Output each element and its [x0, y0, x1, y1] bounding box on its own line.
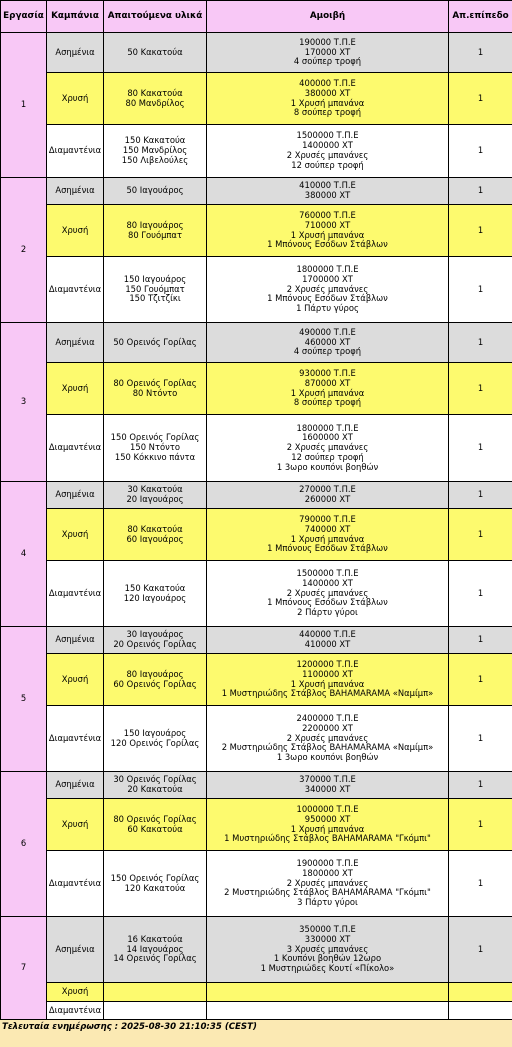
reward-cell-line: 1 Μυστηριώδης Στάβλος BAHAMARAMA «Ναμίμπ» [221, 688, 434, 699]
header-campaign: Καμπάνια [47, 1, 104, 33]
reward-cell [207, 482, 449, 509]
reward-cell-line: 3 Χρυσές μπανάνες [286, 943, 369, 954]
table-row [1, 482, 512, 509]
campaign-cell: Διαμαντένια [47, 125, 104, 178]
task-number: 3 [1, 323, 47, 482]
task-number: 2 [1, 178, 47, 323]
reward-cell [207, 257, 449, 323]
reward-cell [207, 509, 449, 561]
level-cell: 1 [449, 257, 512, 323]
reward-cell [207, 851, 449, 917]
reward-cell-line: 950000 ΧΤ [304, 813, 351, 824]
table-row [1, 561, 512, 627]
level-cell: 1 [449, 363, 512, 415]
materials-cell [104, 627, 207, 654]
reward-cell-line: 1 Χρυσή μπανάνα [290, 533, 365, 544]
materials-cell [104, 851, 207, 917]
materials-cell [104, 772, 207, 799]
reward-cell-line: 270000 Τ.Π.Ε [299, 484, 356, 495]
campaign-cell: Διαμαντένια [47, 257, 104, 323]
table-row [1, 917, 512, 983]
table-row [1, 1002, 512, 1020]
materials-cell [104, 415, 207, 482]
reward-cell-line: 1 Μπόνους Εσόδων Στάβλων [267, 239, 388, 250]
campaign-cell: Διαμαντένια [47, 1002, 104, 1020]
materials-cell-line: 80 Γουόμπατ [127, 229, 182, 240]
campaign-cell: Χρυσή [47, 983, 104, 1002]
reward-cell-line: 2 Χρυσές μπανάνες [286, 587, 369, 598]
campaign-cell: Διαμαντένια [47, 561, 104, 627]
task-number: 4 [1, 482, 47, 627]
reward-cell-line: 380000 ΧΤ [304, 190, 351, 200]
level-cell [449, 1002, 512, 1020]
reward-cell-line: 1400000 ΧΤ [302, 577, 353, 588]
reward-cell-line: 8 σούπερ τροφή [293, 107, 362, 118]
reward-cell-line: 1 Μυστηριώδης Στάβλος BAHAMARAMA "Γκόμπι" [224, 833, 431, 844]
campaign-cell: Ασημένια [47, 917, 104, 983]
level-cell: 1 [449, 33, 512, 73]
level-cell: 1 [449, 205, 512, 257]
materials-cell-line: 14 Ιαγουάρος [126, 943, 184, 954]
materials-cell [104, 33, 207, 73]
level-cell: 1 [449, 482, 512, 509]
reward-cell-line: 410000 ΧΤ [304, 639, 351, 649]
materials-cell-line: 20 Ιαγουάρος [126, 494, 184, 504]
reward-cell [207, 1002, 449, 1020]
reward-cell-line: 1 Χρυσή μπανάνα [290, 387, 365, 398]
last-updated-footer: Τελευταία ενημέρωσης : 2025-08-30 21:10:35 (CEST) [2, 1022, 257, 1032]
reward-cell-line: 8 σούπερ τροφή [293, 397, 362, 408]
reward-cell-line: 1 3ωρο κουπόνι βοηθών [276, 461, 379, 472]
materials-cell-line: 150 Ιαγουάρος [123, 727, 187, 738]
materials-cell [104, 125, 207, 178]
reward-cell-line: 2 Μυστηριώδης Στάβλος BAHAMARAMA "Γκόμπι" [224, 887, 431, 898]
materials-cell-line: 150 Ντόντο [130, 442, 180, 453]
level-cell: 1 [449, 851, 512, 917]
level-cell: 1 [449, 509, 512, 561]
materials-cell [104, 654, 207, 706]
reward-cell-line: 1000000 Τ.Π.Ε [296, 803, 359, 814]
reward-cell-line: 1 Κουπόνι βοηθών 12ωρο [273, 953, 382, 964]
campaign-cell: Χρυσή [47, 654, 104, 706]
materials-cell-line: 150 Ορεινός Γορίλας [110, 432, 200, 443]
header-reward: Αμοιβή [207, 1, 449, 33]
reward-cell-line: 4 σούπερ τροφή [293, 56, 362, 67]
materials-cell-line: 20 Κακατούα [127, 784, 183, 794]
materials-cell-line: 150 Μανδρίλος [122, 145, 188, 156]
reward-cell-line: 790000 Τ.Π.Ε [299, 513, 356, 524]
reward-cell [207, 415, 449, 482]
header-level: Απ.επίπεδο [449, 1, 512, 33]
materials-cell [104, 257, 207, 323]
materials-cell [104, 706, 207, 772]
campaign-cell: Ασημένια [47, 772, 104, 799]
reward-cell-line: 400000 Τ.Π.Ε [299, 77, 356, 88]
reward-cell [207, 627, 449, 654]
reward-cell-line: 1800000 Τ.Π.Ε [296, 264, 359, 274]
level-cell: 1 [449, 415, 512, 482]
reward-cell-line: 1800000 Τ.Π.Ε [296, 422, 359, 433]
reward-cell [207, 125, 449, 178]
level-cell: 1 [449, 178, 512, 205]
reward-cell [207, 363, 449, 415]
campaign-cell: Χρυσή [47, 205, 104, 257]
level-cell [449, 983, 512, 1002]
reward-cell-line: 1500000 Τ.Π.Ε [296, 130, 359, 141]
reward-cell-line: 2 Χρυσές μπανάνες [286, 283, 369, 294]
reward-cell-line: 1 Χρυσή μπανάνα [290, 678, 365, 689]
materials-cell-line: 60 Ορεινός Γορίλας [113, 678, 197, 689]
reward-cell-line: 12 σούπερ τροφή [291, 451, 364, 462]
campaign-cell: Χρυσή [47, 509, 104, 561]
reward-cell-line: 740000 ΧΤ [304, 523, 351, 534]
materials-cell-line: 30 Κακατούα [127, 484, 183, 495]
reward-cell-line: 2200000 ΧΤ [302, 722, 353, 733]
level-cell: 1 [449, 799, 512, 851]
campaign-cell: Χρυσή [47, 363, 104, 415]
materials-cell-line: 50 Ιαγουάρος [126, 185, 184, 196]
table-row [1, 627, 512, 654]
table-body [1, 33, 512, 1020]
materials-cell-line: 20 Ορεινός Γορίλας [113, 639, 197, 649]
header-row [1, 1, 512, 33]
reward-cell-line: 870000 ΧΤ [304, 377, 351, 388]
level-cell: 1 [449, 73, 512, 125]
table-row [1, 178, 512, 205]
materials-cell [104, 983, 207, 1002]
header-materials: Απαιτούμενα υλικά [104, 1, 207, 33]
reward-cell-line: 3 Πάρτυ γύροι [297, 897, 358, 908]
reward-cell-line: 12 σούπερ τροφή [291, 159, 364, 170]
reward-cell [207, 73, 449, 125]
level-cell: 1 [449, 561, 512, 627]
materials-cell-line: 60 Ιαγουάρος [126, 533, 184, 544]
reward-cell-line: 370000 Τ.Π.Ε [299, 774, 356, 785]
reward-cell-line: 2 Χρυσές μπανάνες [286, 732, 369, 743]
table-row [1, 509, 512, 561]
materials-cell-line: 120 Ορεινός Γορίλας [110, 737, 200, 748]
reward-cell-line: 1900000 Τ.Π.Ε [296, 858, 359, 868]
reward-cell-line: 1800000 ΧΤ [302, 867, 353, 878]
materials-cell-line: 150 Κακατούα [124, 582, 186, 593]
table-row [1, 706, 512, 772]
materials-cell-line: 80 Ιαγουάρος [126, 219, 184, 230]
level-cell: 1 [449, 772, 512, 799]
table-row [1, 125, 512, 178]
reward-cell [207, 772, 449, 799]
materials-cell-line: 150 Κόκκινο πάντα [114, 451, 196, 462]
reward-cell-line: 410000 Τ.Π.Ε [299, 180, 356, 191]
materials-cell-line: 80 Ορεινός Γορίλας [113, 813, 197, 824]
materials-cell [104, 323, 207, 363]
reward-cell-line: 1100000 ΧΤ [302, 668, 353, 679]
materials-cell [104, 73, 207, 125]
reward-cell-line: 1 Χρυσή μπανάνα [290, 823, 365, 834]
reward-cell-line: 170000 ΧΤ [304, 46, 351, 57]
reward-cell-line: 260000 ΧΤ [304, 494, 351, 504]
table-row [1, 205, 512, 257]
materials-cell [104, 482, 207, 509]
materials-cell-line: 150 Λιβελούλες [121, 154, 189, 165]
materials-cell-line: 80 Μανδρίλος [125, 97, 185, 108]
table-row [1, 415, 512, 482]
materials-cell [104, 205, 207, 257]
reward-cell-line: 350000 Τ.Π.Ε [299, 924, 356, 934]
campaign-cell: Χρυσή [47, 73, 104, 125]
reward-cell-line: 380000 ΧΤ [304, 87, 351, 98]
campaign-cell: Διαμαντένια [47, 706, 104, 772]
reward-cell [207, 799, 449, 851]
materials-cell [104, 363, 207, 415]
reward-cell-line: 440000 Τ.Π.Ε [299, 629, 356, 640]
reward-cell-line: 1700000 ΧΤ [302, 273, 353, 284]
level-cell: 1 [449, 706, 512, 772]
materials-cell-line: 150 Τζιτζίκι [129, 293, 181, 304]
table-row [1, 323, 512, 363]
materials-cell-line: 30 Ιαγουάρος [126, 629, 184, 640]
table-row [1, 983, 512, 1002]
table-row [1, 257, 512, 323]
table-row [1, 772, 512, 799]
reward-cell [207, 205, 449, 257]
materials-cell-line: 80 Κακατούα [127, 87, 183, 98]
materials-cell-line: 16 Κακατούα [127, 933, 183, 944]
materials-cell [104, 561, 207, 627]
reward-cell-line: 2 Χρυσές μπανάνες [286, 150, 369, 160]
reward-cell-line: 2 Πάρτυ γύροι [297, 607, 358, 618]
reward-cell-line: 1 Μπόνους Εσόδων Στάβλων [267, 543, 388, 554]
materials-cell-line: 80 Κακατούα [127, 523, 183, 534]
header-task: Εργασία [1, 1, 47, 33]
materials-cell-line: 60 Κακατούα [127, 823, 183, 834]
table-row [1, 799, 512, 851]
reward-cell-line: 490000 Τ.Π.Ε [299, 326, 356, 337]
campaign-cell: Ασημένια [47, 178, 104, 205]
reward-cell-line: 1 Μπόνους Εσόδων Στάβλων [267, 597, 388, 608]
table-row [1, 851, 512, 917]
reward-cell-line: 1 Πάρτυ γύρος [296, 303, 359, 314]
campaign-cell: Διαμαντένια [47, 415, 104, 482]
materials-cell-line: 80 Ντόντο [132, 387, 178, 398]
campaign-cell: Χρυσή [47, 799, 104, 851]
table-row [1, 73, 512, 125]
materials-cell-line: 150 Γουόμπατ [125, 283, 185, 294]
reward-cell-line: 1400000 ΧΤ [302, 140, 353, 151]
task-number: 7 [1, 917, 47, 1020]
task-number: 5 [1, 627, 47, 772]
materials-cell-line: 150 Ορεινός Γορίλας [110, 872, 200, 883]
materials-cell [104, 1002, 207, 1020]
reward-cell-line: 2 Χρυσές μπανάνες [286, 877, 369, 888]
reward-cell-line: 4 σούπερ τροφή [293, 346, 362, 357]
materials-cell [104, 178, 207, 205]
reward-cell-line: 460000 ΧΤ [304, 336, 351, 347]
reward-cell-line: 2 Μυστηριώδης Στάβλος BAHAMARAMA «Ναμίμπ» [221, 742, 434, 753]
materials-cell-line: 150 Κακατούα [124, 135, 186, 146]
campaign-cell: Ασημένια [47, 482, 104, 509]
campaign-cell: Ασημένια [47, 323, 104, 363]
materials-cell [104, 917, 207, 983]
materials-cell-line: 80 Ορεινός Γορίλας [113, 377, 197, 388]
reward-cell-line: 1 Μπόνους Εσόδων Στάβλων [267, 293, 388, 304]
reward-cell [207, 323, 449, 363]
materials-cell [104, 509, 207, 561]
materials-cell-line: 50 Κακατούα [127, 46, 183, 57]
level-cell: 1 [449, 627, 512, 654]
campaign-cell: Διαμαντένια [47, 851, 104, 917]
reward-cell [207, 706, 449, 772]
reward-cell-line: 710000 ΧΤ [304, 219, 351, 230]
reward-cell [207, 561, 449, 627]
materials-cell-line: 50 Ορεινός Γορίλας [113, 336, 197, 347]
reward-cell-line: 2400000 Τ.Π.Ε [296, 713, 359, 723]
table-row [1, 654, 512, 706]
reward-cell [207, 654, 449, 706]
campaign-cell: Ασημένια [47, 627, 104, 654]
reward-cell-line: 1 Χρυσή μπανάνα [290, 97, 365, 108]
reward-cell-line: 1200000 Τ.Π.Ε [296, 658, 359, 669]
reward-cell-line: 1 Χρυσή μπανάνα [290, 229, 365, 240]
reward-cell-line: 2 Χρυσές μπανάνες [286, 442, 369, 453]
reward-cell [207, 178, 449, 205]
level-cell: 1 [449, 917, 512, 983]
table-row [1, 33, 512, 73]
reward-cell-line: 930000 Τ.Π.Ε [299, 367, 356, 378]
reward-cell [207, 33, 449, 73]
materials-cell-line: 120 Κακατούα [124, 882, 186, 893]
reward-cell-line: 1 Μυστηριώδες Κουτί «Πίκολο» [260, 963, 395, 974]
reward-cell-line: 1500000 Τ.Π.Ε [296, 568, 359, 578]
level-cell: 1 [449, 654, 512, 706]
reward-cell-line: 760000 Τ.Π.Ε [299, 209, 356, 220]
materials-cell-line: 80 Ιαγουάρος [126, 668, 184, 679]
materials-cell-line: 30 Ορεινός Γορίλας [113, 774, 197, 785]
materials-cell-line: 150 Ιαγουάρος [123, 273, 187, 284]
reward-cell-line: 190000 Τ.Π.Ε [299, 36, 356, 47]
reward-cell-line: 1600000 ΧΤ [302, 432, 353, 443]
reward-cell-line: 340000 ΧΤ [304, 784, 351, 794]
reward-cell [207, 917, 449, 983]
reward-cell [207, 983, 449, 1002]
reward-cell-line: 1 3ωρο κουπόνι βοηθών [276, 752, 379, 763]
reward-cell-line: 330000 ΧΤ [304, 933, 351, 944]
materials-cell-line: 14 Ορεινός Γορίλας [113, 953, 197, 964]
materials-cell [104, 799, 207, 851]
task-number: 1 [1, 33, 47, 178]
table-row [1, 363, 512, 415]
level-cell: 1 [449, 125, 512, 178]
campaign-cell: Ασημένια [47, 33, 104, 73]
task-number: 6 [1, 772, 47, 917]
level-cell: 1 [449, 323, 512, 363]
materials-cell-line: 120 Ιαγουάρος [123, 592, 187, 603]
